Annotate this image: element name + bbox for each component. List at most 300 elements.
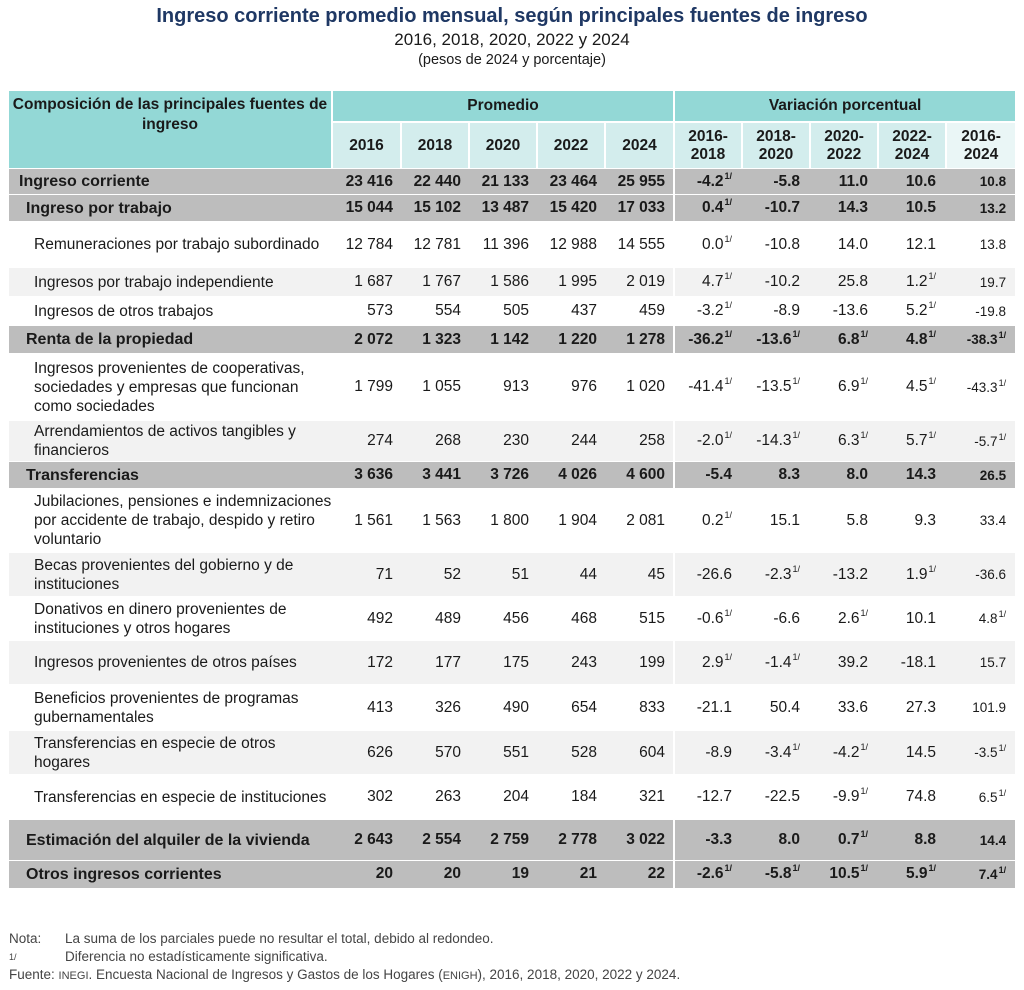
cell-variacion-0: [674, 268, 742, 297]
table-row: [9, 731, 1015, 775]
cell-promedio-2020: 11 396: [469, 222, 537, 268]
row-label: Otros ingresos corrientes: [9, 861, 332, 888]
cell-variacion-1: [742, 268, 810, 297]
header-year-3: 2022: [537, 122, 605, 169]
not-significant-mark: 1/: [998, 377, 1007, 388]
cell-variacion-2: [810, 222, 878, 268]
header-period-0: [674, 122, 742, 169]
cell-variacion-3: [878, 861, 946, 888]
row-label: Jubilaciones, pensiones e indemnizaciones por accidente de trabajo, despido y retiro voluntario: [9, 489, 332, 553]
cell-variacion-1: [742, 820, 810, 861]
variation-value: -9.9: [832, 788, 860, 805]
header-year-0: 2016: [332, 122, 401, 169]
cell-promedio-2018: 2 554: [401, 820, 469, 861]
variation-value: 13.2: [979, 200, 1007, 216]
variation-value: 10.5: [905, 199, 937, 216]
cell-promedio-2022: 437: [537, 297, 605, 326]
cell-variacion-1: [742, 297, 810, 326]
header-period-1: [742, 122, 810, 169]
footnotes: [9, 930, 680, 985]
cell-promedio-2020: 1 142: [469, 326, 537, 354]
period-start: 2016-: [688, 127, 728, 145]
cell-variacion-0: [674, 861, 742, 888]
cell-promedio-2016: 172: [332, 641, 401, 685]
variation-value: -8.9: [705, 743, 733, 761]
variation-value: 4.7: [701, 273, 724, 290]
not-significant-mark: 1/: [928, 863, 937, 874]
table-row: [9, 326, 1015, 354]
not-significant-mark: 1/: [998, 743, 1007, 753]
cell-variacion-2: [810, 169, 878, 195]
row-label: Ingresos por trabajo independiente: [9, 268, 332, 297]
source-end: ), 2016, 2018, 2020, 2022 y 2024.: [477, 967, 681, 982]
cell-promedio-2024: 515: [605, 597, 674, 641]
cell-variacion-4: [946, 685, 1015, 731]
cell-variacion-0: [674, 195, 742, 222]
cell-variacion-0: [674, 421, 742, 462]
cell-variacion-3: [878, 553, 946, 597]
variation-value: 1.2: [905, 273, 928, 290]
cell-variacion-4: [946, 775, 1015, 820]
cell-promedio-2018: 326: [401, 685, 469, 731]
cell-promedio-2024: 2 019: [605, 268, 674, 297]
cell-promedio-2022: 244: [537, 421, 605, 462]
cell-variacion-4: [946, 268, 1015, 297]
cell-variacion-0: [674, 489, 742, 553]
cell-promedio-2022: 468: [537, 597, 605, 641]
cell-promedio-2024: 258: [605, 421, 674, 462]
not-significant-mark: 1/: [724, 271, 733, 281]
not-significant-mark: 1/: [928, 271, 937, 281]
cell-promedio-2018: 20: [401, 861, 469, 888]
cell-promedio-2016: 302: [332, 775, 401, 820]
table-row: [9, 268, 1015, 297]
cell-variacion-1: [742, 597, 810, 641]
cell-promedio-2024: 25 955: [605, 169, 674, 195]
variation-value: 5.9: [905, 865, 928, 883]
header-year-4: 2024: [605, 122, 674, 169]
row-label: Becas provenientes del gobierno y de instituciones: [9, 553, 332, 597]
cell-promedio-2024: 1 278: [605, 326, 674, 354]
cell-promedio-2022: 12 988: [537, 222, 605, 268]
cell-promedio-2024: 321: [605, 775, 674, 820]
variation-value: 14.3: [905, 466, 937, 483]
cell-promedio-2016: 413: [332, 685, 401, 731]
not-significant-mark: 1/: [792, 741, 801, 752]
variation-value: -3.4: [764, 743, 792, 761]
cell-variacion-4: [946, 861, 1015, 888]
period-end: 2024: [963, 145, 999, 163]
not-significant-mark: 1/: [724, 233, 733, 244]
cell-promedio-2024: 22: [605, 861, 674, 888]
cell-promedio-2024: 4 600: [605, 462, 674, 489]
variation-value: 15.7: [979, 655, 1007, 670]
cell-promedio-2016: 1 799: [332, 354, 401, 421]
cell-variacion-2: [810, 685, 878, 731]
variation-value: 4.8: [905, 330, 928, 348]
cell-variacion-3: [878, 685, 946, 731]
cell-promedio-2016: 492: [332, 597, 401, 641]
cell-promedio-2024: 45: [605, 553, 674, 597]
cell-variacion-1: [742, 685, 810, 731]
variation-value: 8.8: [914, 831, 937, 848]
cell-promedio-2020: 19: [469, 861, 537, 888]
cell-variacion-2: [810, 326, 878, 354]
variation-value: -2.0: [696, 432, 724, 449]
variation-value: -10.7: [764, 199, 801, 216]
cell-promedio-2020: 456: [469, 597, 537, 641]
variation-value: 27.3: [905, 698, 937, 716]
cell-variacion-3: [878, 597, 946, 641]
variation-value: 26.5: [979, 467, 1007, 483]
cell-promedio-2020: 204: [469, 775, 537, 820]
cell-promedio-2020: 230: [469, 421, 537, 462]
variation-value: 4.8: [978, 611, 998, 626]
variation-value: -21.1: [696, 698, 733, 716]
not-significant-mark: 1/: [998, 864, 1007, 875]
table-row: [9, 195, 1015, 222]
variation-value: 2.9: [701, 653, 724, 671]
cell-promedio-2020: 1 586: [469, 268, 537, 297]
row-label: Ingresos provenientes de otros países: [9, 641, 332, 685]
source-mid: . Encuesta Nacional de Ingresos y Gastos de los Hogares (: [88, 967, 443, 982]
cell-promedio-2016: 2 072: [332, 326, 401, 354]
not-significant-mark: 1/: [998, 787, 1007, 798]
row-label: Ingreso corriente: [9, 169, 332, 195]
variation-value: -26.6: [696, 565, 733, 583]
cell-variacion-3: [878, 775, 946, 820]
table-row: [9, 597, 1015, 641]
cell-variacion-1: [742, 195, 810, 222]
table-row: [9, 820, 1015, 861]
variation-value: 6.8: [837, 330, 860, 348]
cell-promedio-2024: 459: [605, 297, 674, 326]
not-significant-mark: 1/: [860, 328, 869, 339]
table-row: [9, 169, 1015, 195]
cell-variacion-3: [878, 462, 946, 489]
cell-variacion-2: [810, 489, 878, 553]
cell-variacion-3: [878, 326, 946, 354]
cell-variacion-1: [742, 222, 810, 268]
cell-variacion-1: [742, 489, 810, 553]
cell-variacion-4: [946, 489, 1015, 553]
cell-promedio-2018: 554: [401, 297, 469, 326]
cell-variacion-3: [878, 421, 946, 462]
cell-variacion-2: [810, 597, 878, 641]
table-units: (pesos de 2024 y porcentaje): [418, 52, 606, 68]
cell-variacion-2: [810, 462, 878, 489]
not-significant-mark: 1/: [860, 607, 869, 618]
variation-value: 5.8: [846, 511, 869, 529]
note-mark-text: Diferencia no estadísticamente significativa.: [65, 949, 328, 964]
variation-value: -0.6: [696, 609, 724, 627]
cell-promedio-2024: 604: [605, 731, 674, 775]
variation-value: 25.8: [837, 273, 869, 290]
cell-variacion-1: [742, 326, 810, 354]
variation-value: -43.3: [966, 379, 998, 395]
header-year-1: 2018: [401, 122, 469, 169]
period-end: 2022: [826, 145, 862, 163]
header-year-2: 2020: [469, 122, 537, 169]
cell-variacion-2: [810, 195, 878, 222]
source-org: INEGI: [58, 970, 89, 982]
period-start: 2018-: [756, 127, 796, 145]
variation-value: 8.0: [778, 831, 801, 848]
not-significant-mark: 1/: [998, 609, 1007, 619]
cell-promedio-2022: 976: [537, 354, 605, 421]
variation-value: -2.3: [764, 565, 792, 583]
cell-promedio-2018: 12 781: [401, 222, 469, 268]
variation-value: 14.3: [837, 199, 869, 216]
variation-value: 10.8: [979, 174, 1007, 189]
row-label: Renta de la propiedad: [9, 326, 332, 354]
cell-promedio-2022: 1 904: [537, 489, 605, 553]
cell-promedio-2016: 23 416: [332, 169, 401, 195]
cell-promedio-2022: 21: [537, 861, 605, 888]
row-label: Ingresos provenientes de cooperativas, sociedades y empresas que funcionan como sociedades: [9, 354, 332, 421]
cell-variacion-4: [946, 195, 1015, 222]
table-row: [9, 641, 1015, 685]
cell-promedio-2016: 15 044: [332, 195, 401, 222]
row-label: Transferencias: [9, 462, 332, 489]
cell-variacion-1: [742, 421, 810, 462]
variation-value: -5.8: [773, 172, 801, 190]
source-key: Fuente:: [9, 967, 55, 982]
cell-promedio-2018: 263: [401, 775, 469, 820]
table-row: [9, 553, 1015, 597]
cell-variacion-3: [878, 731, 946, 775]
not-significant-mark: 1/: [928, 328, 937, 339]
variation-value: 33.6: [837, 698, 869, 716]
variation-value: 5.7: [905, 432, 928, 449]
variation-value: 19.7: [979, 274, 1007, 290]
header-period-2: [810, 122, 878, 169]
variation-value: -2.6: [696, 865, 724, 883]
table-row: [9, 489, 1015, 553]
cell-promedio-2024: 3 022: [605, 820, 674, 861]
cell-promedio-2016: 3 636: [332, 462, 401, 489]
cell-promedio-2016: 626: [332, 731, 401, 775]
header-period-4: [946, 122, 1015, 169]
cell-variacion-1: [742, 169, 810, 195]
variation-value: -10.2: [764, 273, 801, 290]
cell-variacion-4: [946, 462, 1015, 489]
table-row: [9, 861, 1015, 888]
cell-promedio-2020: 1 800: [469, 489, 537, 553]
variation-value: -14.3: [756, 432, 792, 449]
cell-variacion-2: [810, 553, 878, 597]
cell-variacion-4: [946, 326, 1015, 354]
cell-promedio-2016: 12 784: [332, 222, 401, 268]
cell-promedio-2020: 913: [469, 354, 537, 421]
note-mark: 1/: [9, 952, 17, 962]
not-significant-mark: 1/: [792, 651, 801, 662]
header-composition: Composición de las principales fuentes de ingreso: [9, 91, 332, 169]
cell-variacion-3: [878, 222, 946, 268]
cell-variacion-1: [742, 462, 810, 489]
variation-value: -12.7: [696, 788, 733, 805]
cell-promedio-2022: 184: [537, 775, 605, 820]
cell-promedio-2016: 2 643: [332, 820, 401, 861]
not-significant-mark: 1/: [724, 430, 733, 440]
cell-promedio-2024: 1 020: [605, 354, 674, 421]
income-table: [9, 91, 1015, 888]
variation-value: -5.7: [974, 433, 998, 449]
cell-variacion-4: [946, 641, 1015, 685]
variation-value: 13.8: [979, 237, 1007, 252]
variation-value: 2.6: [837, 609, 860, 627]
cell-variacion-4: [946, 731, 1015, 775]
cell-variacion-2: [810, 354, 878, 421]
not-significant-mark: 1/: [724, 197, 733, 207]
cell-promedio-2020: 505: [469, 297, 537, 326]
cell-variacion-3: [878, 195, 946, 222]
row-label: Arrendamientos de activos tangibles y financieros: [9, 421, 332, 462]
cell-promedio-2022: 243: [537, 641, 605, 685]
cell-promedio-2020: 3 726: [469, 462, 537, 489]
not-significant-mark: 1/: [724, 607, 733, 618]
variation-value: -18.1: [900, 653, 937, 671]
cell-variacion-0: [674, 685, 742, 731]
cell-promedio-2018: 15 102: [401, 195, 469, 222]
cell-variacion-0: [674, 731, 742, 775]
cell-variacion-4: [946, 553, 1015, 597]
cell-promedio-2022: 23 464: [537, 169, 605, 195]
cell-variacion-2: [810, 297, 878, 326]
cell-variacion-0: [674, 169, 742, 195]
variation-value: 9.3: [914, 511, 937, 529]
cell-promedio-2016: 71: [332, 553, 401, 597]
variation-value: 11.0: [838, 172, 869, 190]
variation-value: 7.4: [978, 866, 998, 882]
variation-value: 0.0: [701, 235, 724, 253]
cell-promedio-2016: 274: [332, 421, 401, 462]
not-significant-mark: 1/: [860, 430, 869, 440]
header-variacion: Variación porcentual: [674, 91, 1015, 122]
row-label: Ingreso por trabajo: [9, 195, 332, 222]
variation-value: -3.5: [974, 745, 998, 760]
cell-variacion-4: [946, 169, 1015, 195]
variation-value: 12.1: [905, 235, 937, 253]
not-significant-mark: 1/: [860, 829, 869, 839]
not-significant-mark: 1/: [928, 563, 937, 574]
variation-value: 0.7: [837, 831, 860, 848]
variation-value: -22.5: [764, 788, 801, 805]
variation-value: -4.2: [696, 172, 724, 190]
cell-promedio-2018: 1 323: [401, 326, 469, 354]
cell-promedio-2024: 14 555: [605, 222, 674, 268]
cell-promedio-2020: 175: [469, 641, 537, 685]
cell-variacion-2: [810, 820, 878, 861]
row-label: Donativos en dinero provenientes de instituciones y otros hogares: [9, 597, 332, 641]
cell-variacion-0: [674, 297, 742, 326]
not-significant-mark: 1/: [724, 376, 733, 386]
cell-promedio-2016: 573: [332, 297, 401, 326]
cell-promedio-2022: 15 420: [537, 195, 605, 222]
cell-promedio-2022: 654: [537, 685, 605, 731]
cell-promedio-2018: 489: [401, 597, 469, 641]
note-text: La suma de los parciales puede no resultar el total, debido al redondeo.: [65, 931, 494, 946]
variation-value: 14.5: [905, 743, 937, 761]
variation-value: 74.8: [905, 788, 937, 805]
cell-promedio-2016: 1 687: [332, 268, 401, 297]
note-source: [9, 966, 680, 985]
cell-variacion-0: [674, 597, 742, 641]
variation-value: 10.5: [829, 865, 860, 883]
cell-variacion-2: [810, 421, 878, 462]
variation-value: 10.1: [905, 609, 937, 627]
note-significance: [9, 948, 680, 966]
cell-promedio-2024: 2 081: [605, 489, 674, 553]
variation-value: -13.6: [832, 302, 869, 319]
variation-value: 10.6: [905, 172, 937, 190]
variation-value: -38.3: [966, 332, 998, 347]
not-significant-mark: 1/: [724, 509, 733, 520]
variation-value: 14.4: [979, 832, 1007, 848]
cell-promedio-2020: 13 487: [469, 195, 537, 222]
cell-promedio-2020: 551: [469, 731, 537, 775]
cell-variacion-4: [946, 820, 1015, 861]
cell-promedio-2020: 21 133: [469, 169, 537, 195]
variation-value: -13.6: [756, 330, 792, 348]
cell-variacion-1: [742, 731, 810, 775]
cell-promedio-2018: 1 563: [401, 489, 469, 553]
not-significant-mark: 1/: [792, 863, 801, 874]
cell-variacion-2: [810, 641, 878, 685]
not-significant-mark: 1/: [724, 863, 733, 874]
row-label: Estimación del alquiler de la vivienda: [9, 820, 332, 861]
cell-variacion-4: [946, 222, 1015, 268]
cell-variacion-2: [810, 775, 878, 820]
source-abbr: ENIGH: [442, 970, 478, 982]
period-start: 2016-: [961, 127, 1001, 145]
table-row: [9, 297, 1015, 326]
row-label: Beneficios provenientes de programas gubernamentales: [9, 685, 332, 731]
not-significant-mark: 1/: [860, 376, 869, 386]
cell-variacion-0: [674, 553, 742, 597]
cell-variacion-0: [674, 462, 742, 489]
variation-value: 0.4: [701, 199, 724, 216]
cell-promedio-2018: 22 440: [401, 169, 469, 195]
cell-variacion-2: [810, 268, 878, 297]
variation-value: 101.9: [972, 700, 1007, 715]
cell-variacion-3: [878, 641, 946, 685]
not-significant-mark: 1/: [860, 863, 869, 874]
variation-value: -4.2: [832, 743, 860, 761]
cell-variacion-1: [742, 775, 810, 820]
table-row: [9, 222, 1015, 268]
variation-value: -41.4: [688, 378, 724, 395]
cell-promedio-2022: 2 778: [537, 820, 605, 861]
variation-value: -1.4: [764, 653, 792, 671]
cell-promedio-2022: 44: [537, 553, 605, 597]
cell-promedio-2016: 20: [332, 861, 401, 888]
not-significant-mark: 1/: [792, 328, 801, 339]
period-end: 2024: [894, 145, 930, 163]
variation-value: 50.4: [769, 698, 801, 716]
not-significant-mark: 1/: [724, 328, 733, 339]
variation-value: 8.0: [846, 466, 869, 483]
cell-variacion-3: [878, 354, 946, 421]
cell-variacion-4: [946, 354, 1015, 421]
cell-promedio-2020: 2 759: [469, 820, 537, 861]
cell-variacion-0: [674, 326, 742, 354]
cell-variacion-0: [674, 775, 742, 820]
variation-value: -8.9: [773, 302, 801, 319]
variation-value: -36.2: [688, 330, 724, 348]
cell-promedio-2018: 177: [401, 641, 469, 685]
cell-variacion-4: [946, 421, 1015, 462]
